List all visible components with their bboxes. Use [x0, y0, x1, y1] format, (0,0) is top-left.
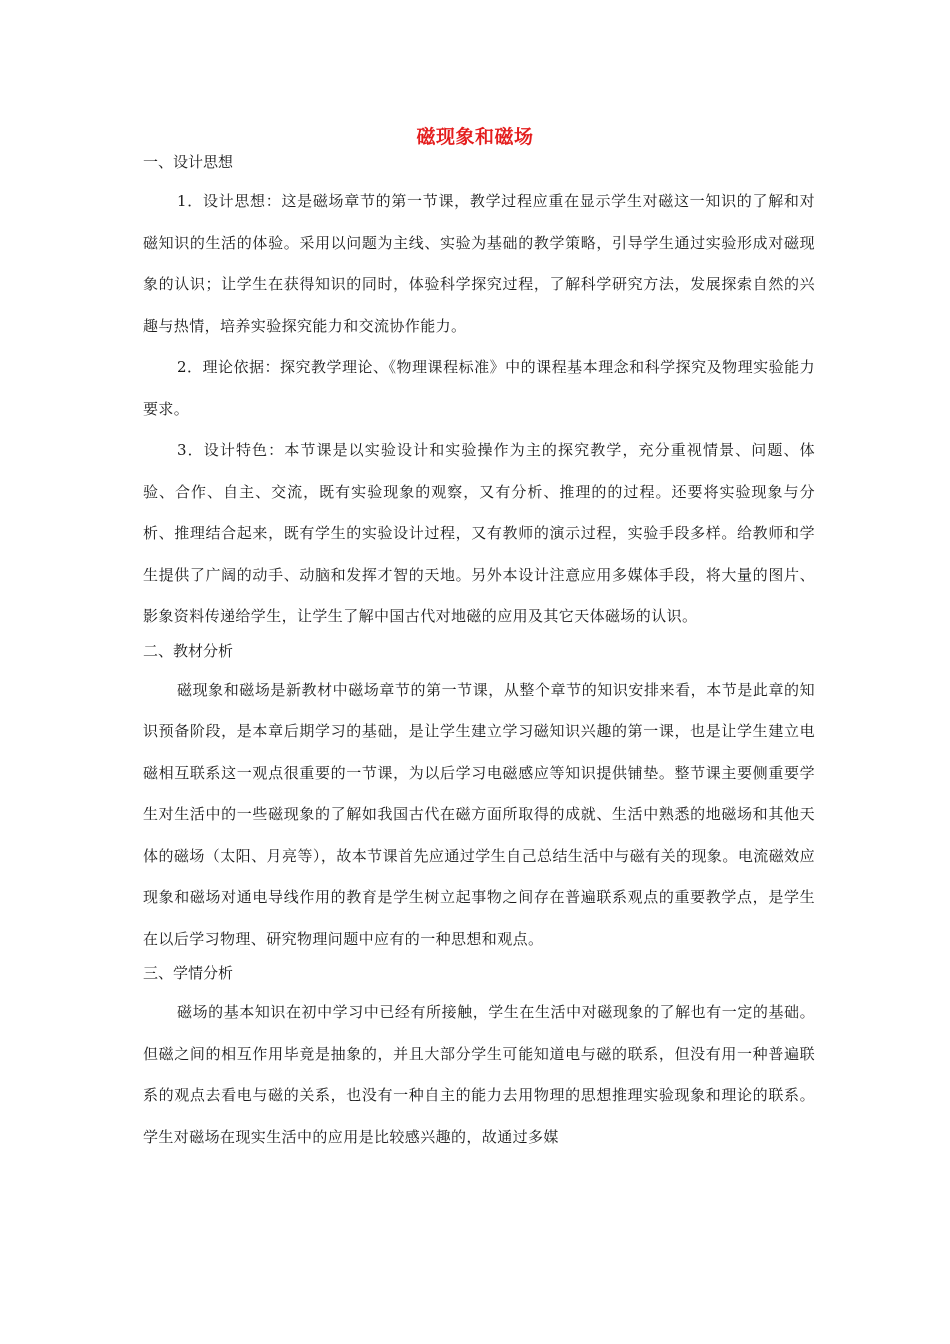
section-heading-student-analysis: 三、学情分析 — [143, 964, 234, 982]
paragraph-student-analysis: 磁场的基本知识在初中学习中已经有所接触，学生在生活中对磁现象的了解也有一定的基础。但磁之间的相互作用毕竟是抽象的，并且大部分学生可能知道电与磁的联系，但没有用一种普遍联系的观点去看电与磁的关系，也没有一种自主的能力去用物理的思想推理实验现象和理论的联系。学生对磁场在现实生活中的应用是比较感兴趣的，故通过多媒 — [143, 1003, 815, 1146]
document-body — [143, 149, 815, 1158]
section-heading-material-analysis: 二、教材分析 — [143, 641, 234, 660]
document-title: 磁现象和磁场 — [416, 126, 534, 148]
section-heading-design-idea: 一、设计思想 — [143, 153, 234, 171]
paragraph-design-idea: 1．设计思想：这是磁场章节的第一节课，教学过程应重在显示学生对磁这一知识的了解和对磁知识的生活的体验。采用以问题为主线、实验为基础的教学策略，引导学生通过实验形成对磁现象的认识；让学生在获得知识的同时，体验科学探究过程，了解科学研究方法，发展探索自然的兴趣与热情，培养实验探究能力和交流协作能力。 — [143, 192, 815, 335]
paragraph-material-analysis: 磁现象和磁场是新教材中磁场章节的第一节课，从整个章节的知识安排来看，本节是此章的知识预备阶段，是本章后期学习的基础，是让学生建立学习磁知识兴趣的第一课，也是让学生建立电磁相互联系这一观点很重要的一节课，为以后学习电磁感应等知识提供铺垫。整节课主要侧重要学生对生活中的一些磁现象的了解如我国古代在磁方面所取得的成就、生活中熟悉的地磁场和其他天体的磁场（太阳、月亮等），故本节课首先应通过学生自己总结生活中与磁有关的现象。电流磁效应现象和磁场对通电导线作用的教育是学生树立起事物之间存在普遍联系观点的重要教学点，是学生在以后学习物理、研究物理问题中应有的一种思想和观点。 — [143, 680, 815, 948]
paragraph-theory-basis: 2．理论依据：探究教学理论、《物理课程标准》中的课程基本理念和科学探究及物理实验能力要求。 — [143, 358, 815, 418]
paragraph-design-features: 3．设计特色：本节课是以实验设计和实验操作为主的探究教学，充分重视情景、问题、体验、合作、自主、交流，既有实验现象的观察，又有分析、推理的的过程。还要将实验现象与分析、推理结合起来，既有学生的实验设计过程，又有教师的演示过程，实验手段多样。给教师和学生提供了广阔的动手、动脑和发挥才智的天地。另外本设计注意应用多媒体手段，将大量的图片、影象资料传递给学生，让学生了解中国古代对地磁的应用及其它天体磁场的认识。 — [143, 441, 815, 625]
